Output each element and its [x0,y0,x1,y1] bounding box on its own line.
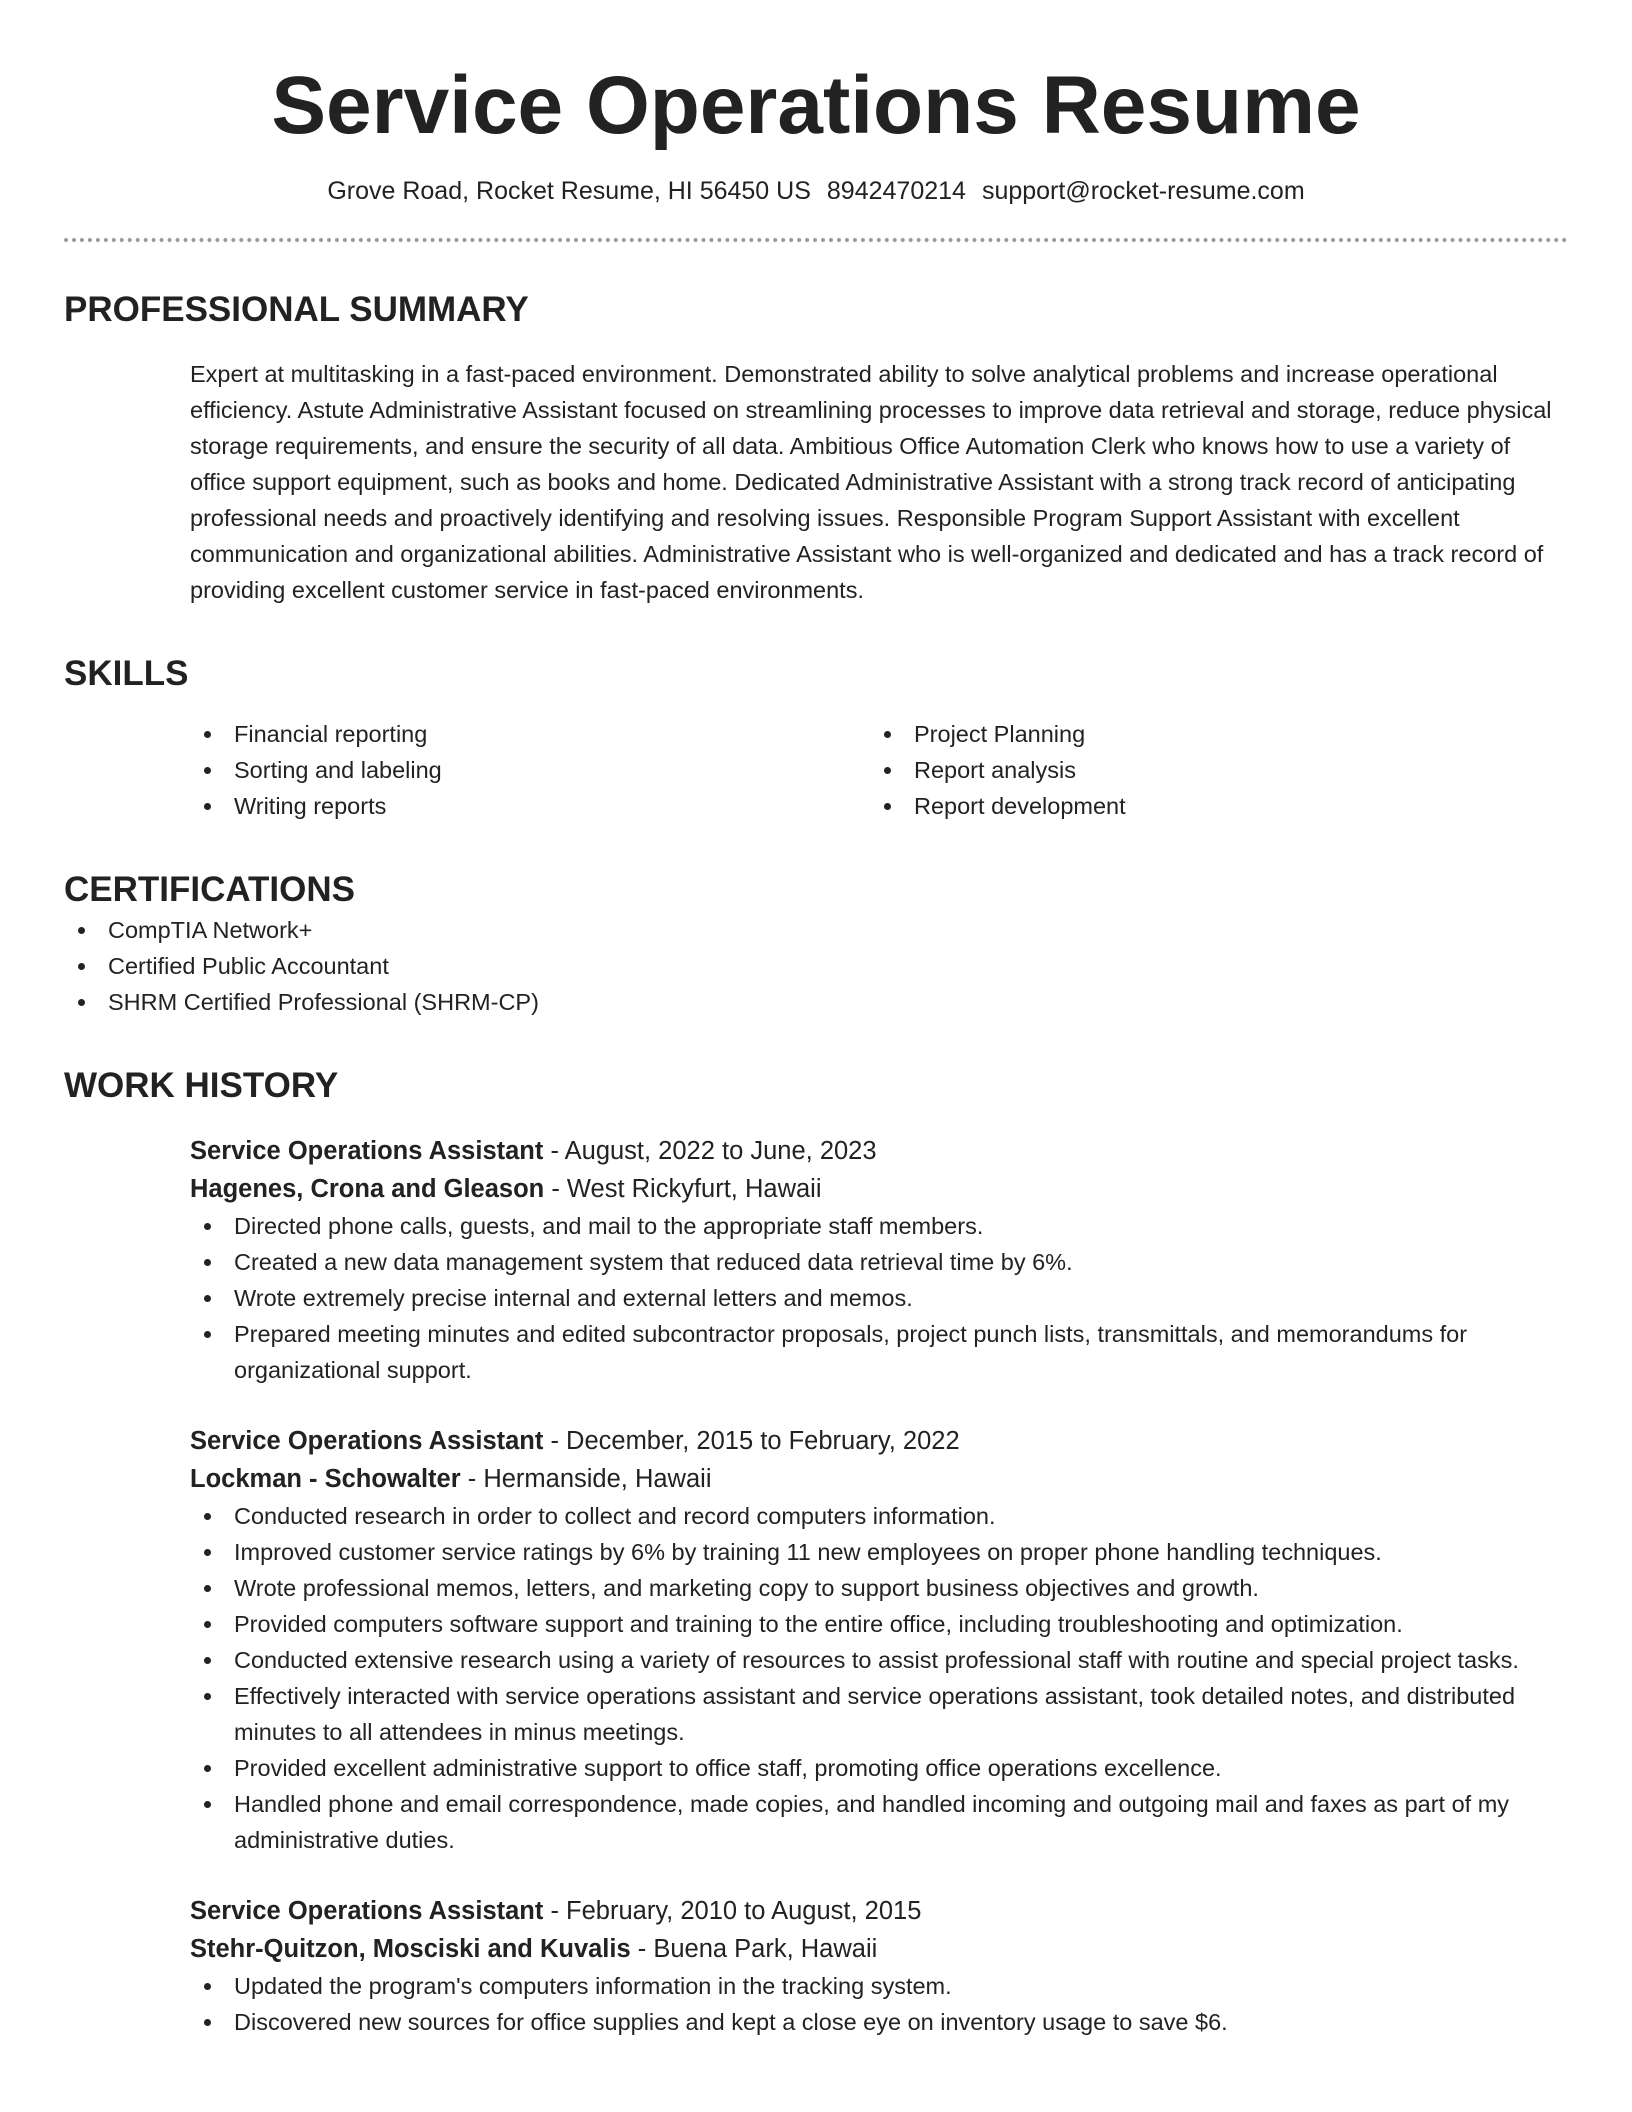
job-dates: - August, 2022 to June, 2023 [543,1137,877,1165]
job-duty: Conducted extensive research using a variety of resources to assist professional staff with routine and special project tasks. [190,1642,1568,1678]
job-dates: - December, 2015 to February, 2022 [543,1427,960,1455]
job-location: - West Rickyfurt, Hawaii [544,1175,822,1203]
job-title: Service Operations Assistant [190,1897,544,1925]
professional-summary-text: Expert at multitasking in a fast-paced environment. Demonstrated ability to solve analytical problems and increase operational efficiency. Astute Administrative Assistant focused on streamlining processes to improve data retrieval and storage, reduce physical storage requirements, and ensure the security of all data. Ambitious Office Automation Clerk who knows how to use a variety of office support equipment, such as books and home. Dedicated Administrative Assistant with a strong track record of anticipating professional needs and proactively identifying and resolving issues. Responsible Program Support Assistant with excellent communication and organizational abilities. Administrative Assistant who is well-organized and dedicated and has a track record of providing excellent customer service in fast-paced environments. [190,361,1552,603]
job-company-line [190,1170,1568,1208]
header-divider [64,238,1568,242]
skill-item: Report analysis [870,752,1568,788]
certification-item: CompTIA Network+ [64,912,1568,948]
job-dates: - February, 2010 to August, 2015 [543,1897,922,1925]
job-duties-list [190,1498,1568,1858]
job-company: Lockman - Schowalter [190,1465,461,1493]
contact-line [64,174,1568,208]
skill-item: Sorting and labeling [190,752,870,788]
job-title-line [190,1132,1568,1170]
resume-title: Service Operations Resume [271,60,1361,151]
skill-item: Project Planning [870,716,1568,752]
job-location: - Buena Park, Hawaii [630,1935,878,1963]
job-title: Service Operations Assistant [190,1427,544,1455]
job-duty: Wrote professional memos, letters, and marketing copy to support business objectives and growth. [190,1570,1568,1606]
job-duty: Conducted research in order to collect and record computers information. [190,1498,1568,1534]
job-company-line [190,1930,1568,1968]
job-duty: Wrote extremely precise internal and external letters and memos. [190,1280,1568,1316]
job-entry [64,1892,1568,2040]
job-duty: Handled phone and email correspondence, made copies, and handled incoming and outgoing mail and faxes as part of my administrative duties. [190,1786,1568,1858]
job-title-line [190,1422,1568,1460]
certifications-heading: CERTIFICATIONS [64,870,356,909]
job-duty: Updated the program's computers information in the tracking system. [190,1968,1568,2004]
job-company: Hagenes, Crona and Gleason [190,1175,545,1203]
job-title-line [190,1892,1568,1930]
job-title: Service Operations Assistant [190,1137,544,1165]
certifications-section [64,868,1568,1020]
job-duty: Prepared meeting minutes and edited subcontractor proposals, project punch lists, transmittals, and memorandums for organizational support. [190,1316,1568,1388]
job-duty: Directed phone calls, guests, and mail to the appropriate staff members. [190,1208,1568,1244]
job-entry [64,1132,1568,1388]
job-duty: Created a new data management system that reduced data retrieval time by 6%. [190,1244,1568,1280]
job-duties-list [190,1208,1568,1388]
job-company-line [190,1460,1568,1498]
job-duties-list [190,1968,1568,2040]
contact-address: Grove Road, Rocket Resume, HI 56450 US [327,177,811,205]
job-duty: Discovered new sources for office supplies and kept a close eye on inventory usage to save $6. [190,2004,1568,2040]
skill-item: Financial reporting [190,716,870,752]
skills-heading: SKILLS [64,654,189,693]
skill-item: Report development [870,788,1568,824]
work-history-section [64,1064,1568,2040]
contact-phone: 8942470214 [826,177,966,205]
skills-list-left [190,716,870,824]
job-entry [64,1422,1568,1858]
job-duty: Improved customer service ratings by 6% by training 11 new employees on proper phone handling techniques. [190,1534,1568,1570]
certification-item: SHRM Certified Professional (SHRM-CP) [64,984,1568,1020]
skills-section [64,652,1568,824]
certifications-list [64,912,1568,1020]
work-history-heading: WORK HISTORY [64,1066,339,1105]
skills-list-right [870,716,1568,824]
skills-grid [64,716,1568,824]
contact-email[interactable]: support@rocket-resume.com [981,177,1305,205]
professional-summary-heading: PROFESSIONAL SUMMARY [64,290,529,329]
job-duty: Effectively interacted with service operations assistant and service operations assistant, took detailed notes, and distributed minutes to all attendees in minus meetings. [190,1678,1568,1750]
job-duty: Provided computers software support and training to the entire office, including troubleshooting and optimization. [190,1606,1568,1642]
professional-summary-section [64,288,1568,608]
certification-item: Certified Public Accountant [64,948,1568,984]
job-company: Stehr-Quitzon, Mosciski and Kuvalis [190,1935,631,1963]
job-duty: Provided excellent administrative support to office staff, promoting office operations excellence. [190,1750,1568,1786]
job-location: - Hermanside, Hawaii [460,1465,712,1493]
skill-item: Writing reports [190,788,870,824]
